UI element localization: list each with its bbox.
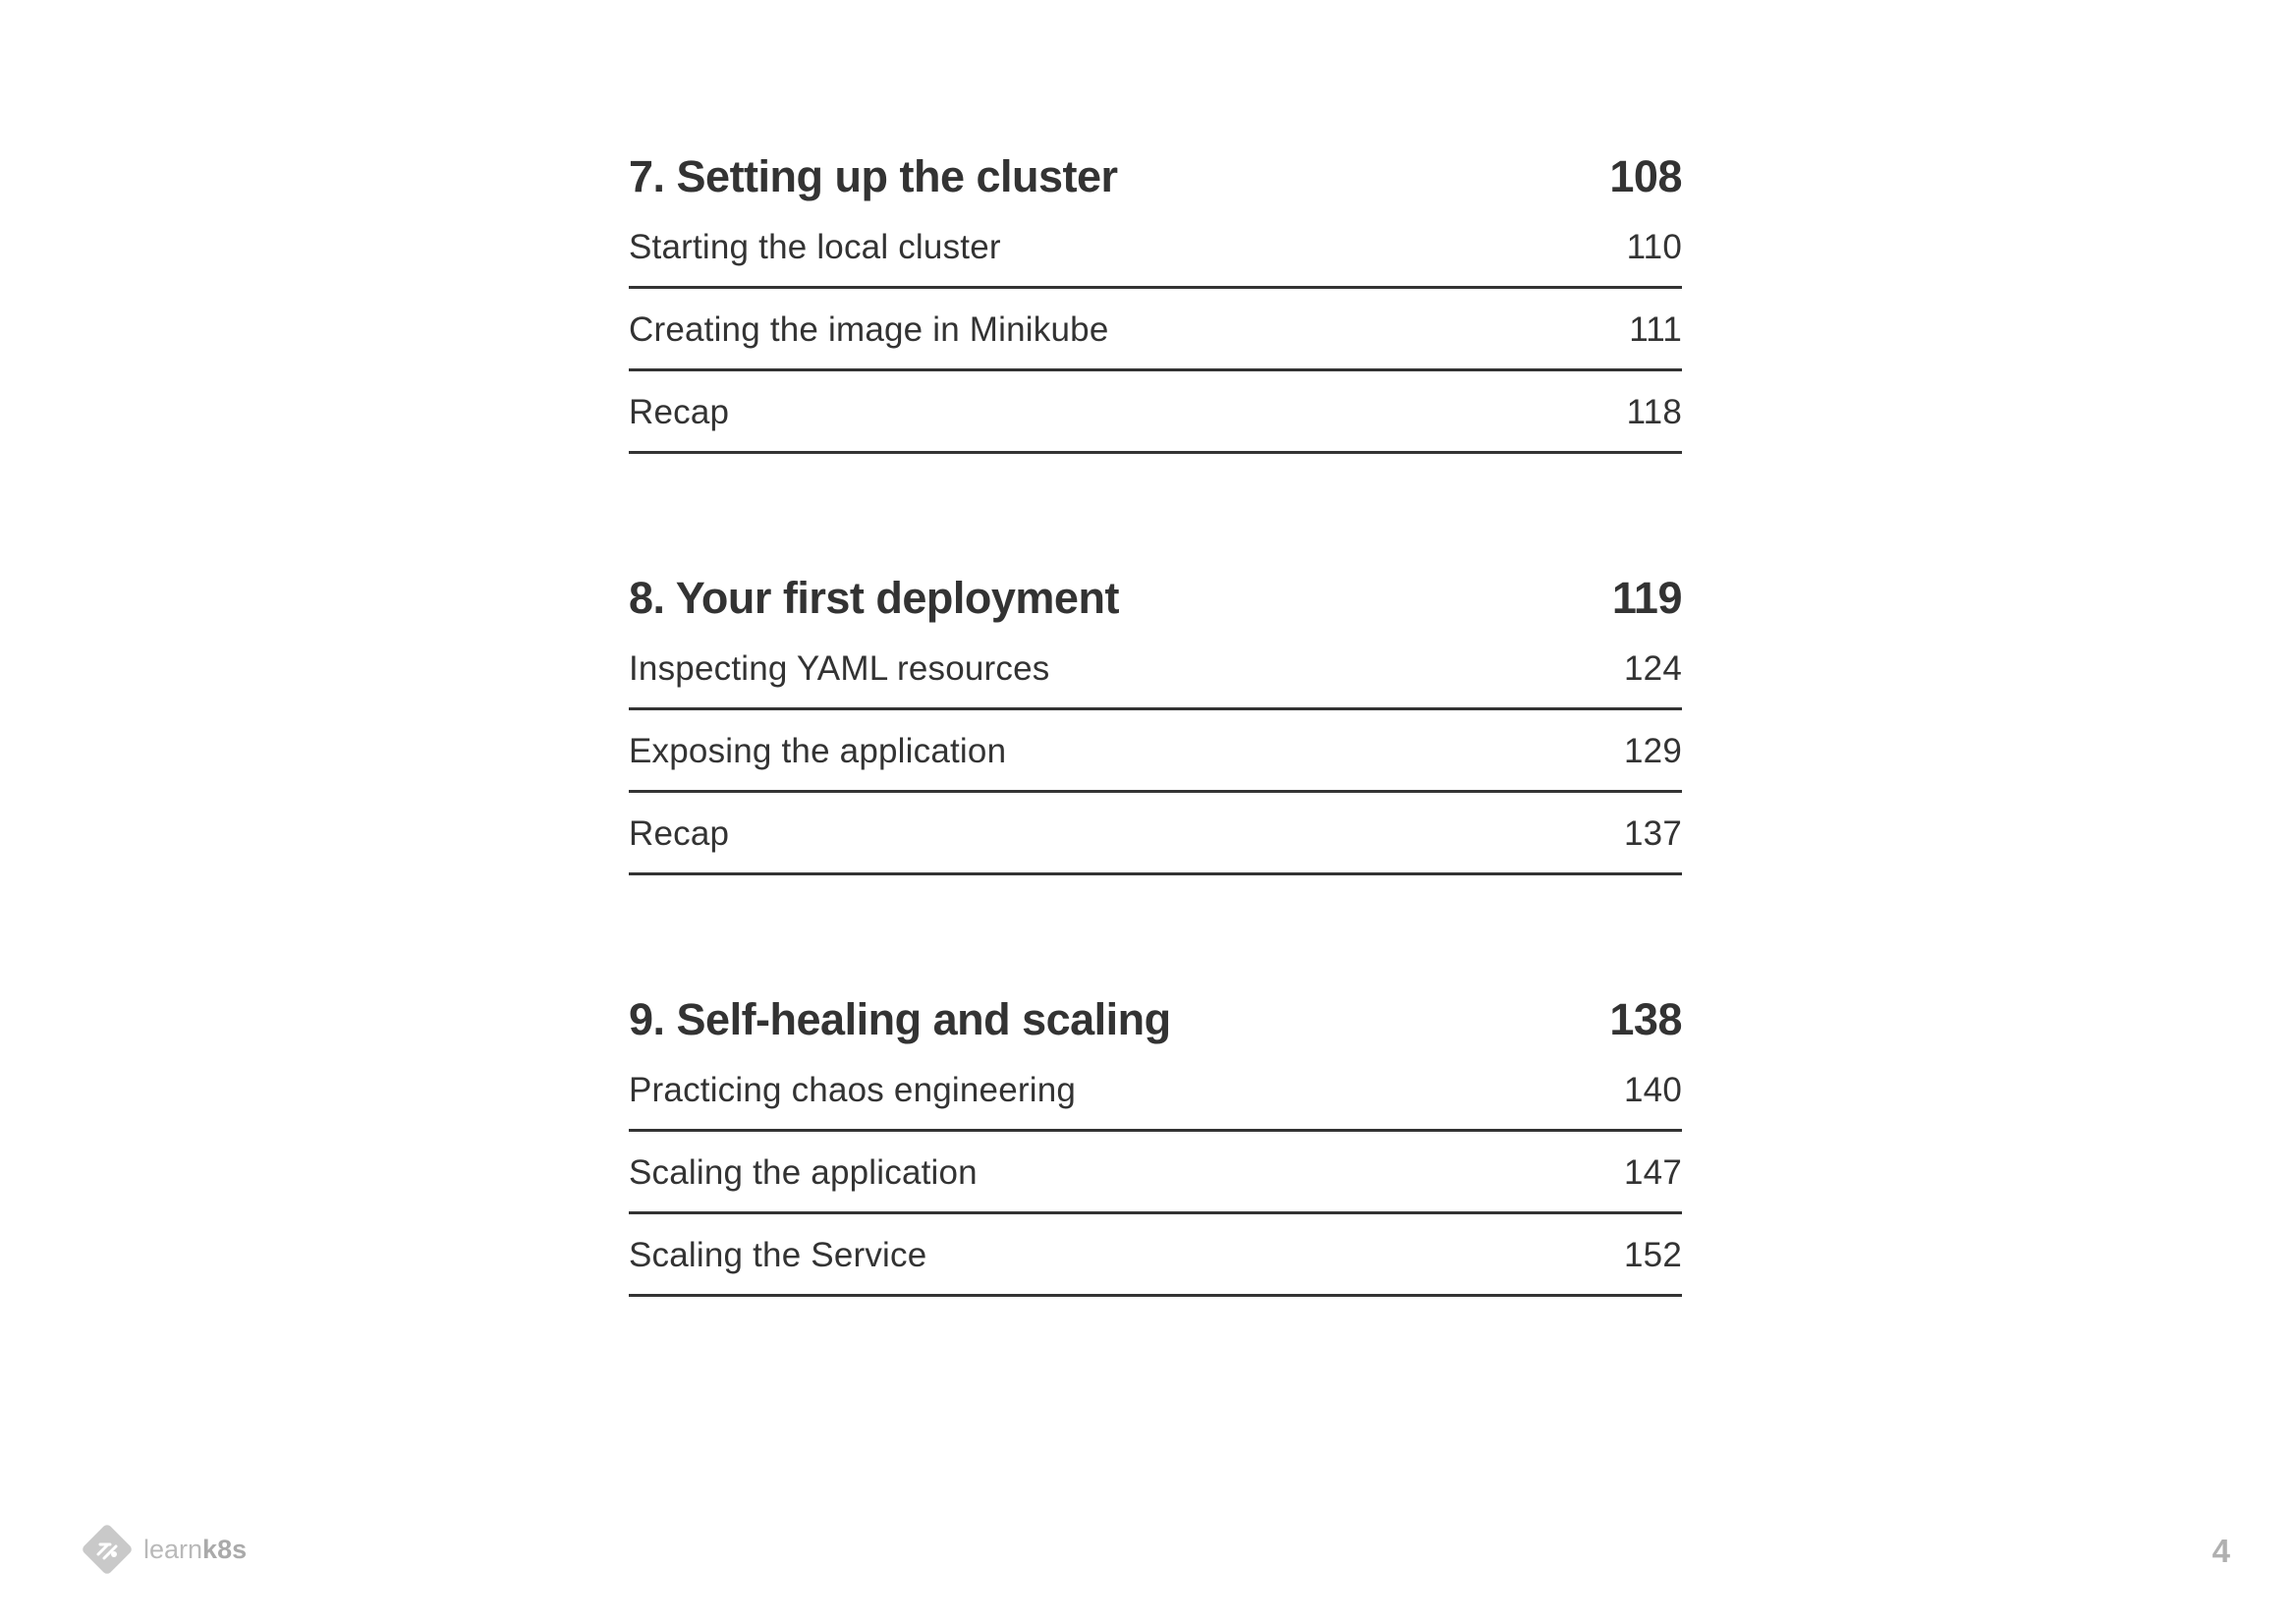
entry-page-number: 118	[1626, 392, 1682, 431]
chapter-title: 8. Your first deployment	[629, 573, 1119, 623]
chapter-page-number: 119	[1611, 573, 1682, 623]
chapter-title: 7. Setting up the cluster	[629, 151, 1118, 201]
chapter-heading[interactable]	[629, 147, 1682, 206]
entry-page-number: 140	[1624, 1070, 1682, 1109]
entry-page-number: 111	[1629, 309, 1682, 349]
learnk8s-logo	[77, 1519, 247, 1580]
entry-page-number: 124	[1624, 648, 1682, 688]
chapter-title: 9. Self-healing and scaling	[629, 994, 1171, 1044]
page-number: 4	[2211, 1533, 2230, 1569]
entry-title: Scaling the Service	[629, 1235, 927, 1274]
chapter-heading[interactable]	[629, 990, 1682, 1049]
entry-title: Practicing chaos engineering	[629, 1070, 1077, 1109]
toc-entry[interactable]	[629, 289, 1682, 371]
toc-entry[interactable]	[629, 371, 1682, 454]
entry-title: Starting the local cluster	[629, 227, 1001, 266]
entry-page-number: 137	[1624, 813, 1682, 853]
entry-title: Inspecting YAML resources	[629, 648, 1050, 688]
chapter-7	[629, 147, 1682, 454]
entry-title: Recap	[629, 392, 730, 431]
logo-wordmark	[143, 1535, 247, 1565]
entry-title: Exposing the application	[629, 731, 1007, 770]
logo-wordmark-light: learn	[143, 1534, 203, 1564]
toc-entry[interactable]	[629, 1214, 1682, 1297]
learnk8s-logo-icon	[77, 1519, 138, 1580]
entry-page-number: 152	[1624, 1235, 1682, 1274]
table-of-contents	[629, 147, 1682, 1412]
chapter-page-number: 138	[1609, 994, 1682, 1044]
entry-page-number: 129	[1624, 731, 1682, 770]
toc-entry[interactable]	[629, 1132, 1682, 1214]
entry-page-number: 147	[1624, 1152, 1682, 1192]
toc-entry[interactable]	[629, 628, 1682, 710]
logo-wordmark-bold: k8s	[202, 1534, 248, 1564]
toc-entry[interactable]	[629, 206, 1682, 289]
toc-entry[interactable]	[629, 1049, 1682, 1132]
toc-entry[interactable]	[629, 793, 1682, 875]
entry-page-number: 110	[1626, 227, 1682, 266]
entry-title: Scaling the application	[629, 1152, 978, 1192]
entry-title: Recap	[629, 813, 730, 853]
chapter-page-number: 108	[1609, 151, 1682, 201]
chapter-8	[629, 569, 1682, 875]
chapter-9	[629, 990, 1682, 1297]
toc-entry[interactable]	[629, 710, 1682, 793]
entry-title: Creating the image in Minikube	[629, 309, 1109, 349]
chapter-heading[interactable]	[629, 569, 1682, 628]
